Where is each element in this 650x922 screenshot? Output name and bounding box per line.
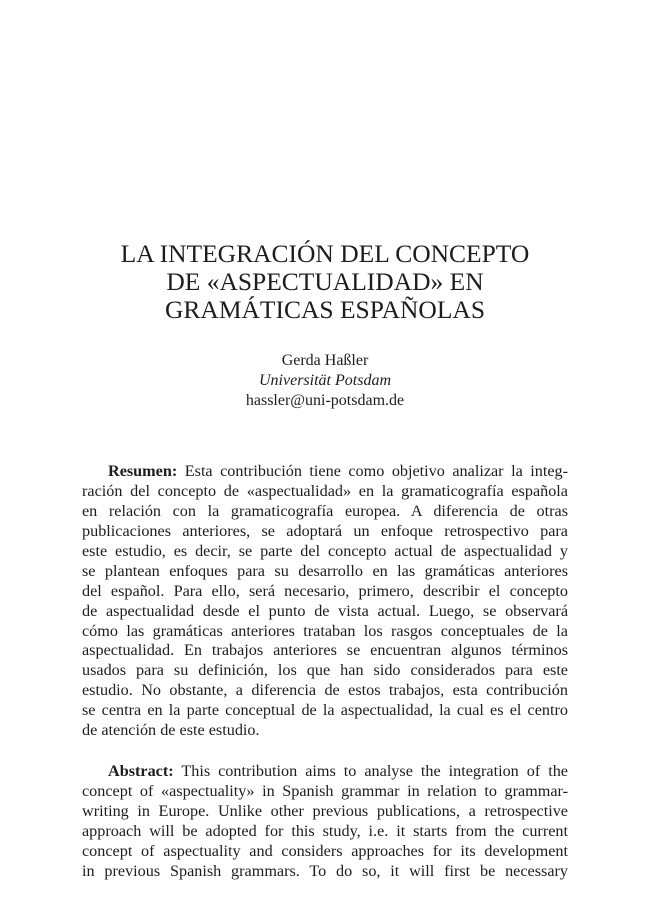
abstract-line: writing in Europe. Unlike other previous publications, a retrospective — [82, 801, 568, 820]
author-email: hassler@uni-potsdam.de — [245, 392, 405, 409]
resumen-line: se plantean enfoques para su desarrollo en las gramáticas anteriores — [82, 561, 568, 580]
resumen-line: de atención de este estudio. — [82, 721, 260, 740]
resumen-line: cómo las gramáticas anteriores trataban los rasgos conceptuales de la — [82, 621, 568, 640]
abstract-line: approach will be adopted for this study, i.e. it starts from the current — [82, 821, 568, 840]
resumen-line — [82, 462, 568, 482]
resumen-label: Resumen: — [108, 462, 178, 480]
author-affiliation: Universität Potsdam — [259, 372, 391, 389]
abstract-line — [82, 762, 568, 782]
resumen-line: este estudio, es decir, se parte del concepto actual de aspectualidad y — [82, 541, 568, 560]
resumen-paragraph — [82, 462, 568, 741]
resumen-line: se centra en la parte conceptual de la aspectualidad, la cual es el centro — [82, 701, 568, 720]
resumen-line: estudio. No obstante, a diferencia de estos trabajos, esta contribución — [82, 681, 568, 700]
abstract-paragraph — [82, 762, 568, 882]
article-title — [40, 240, 610, 324]
resumen-line: usados para su definición, los que han sido considerados para este — [82, 661, 568, 680]
title-line-1: LA INTEGRACIÓN DEL CONCEPTO — [120, 239, 530, 268]
author-name: Gerda Haßler — [281, 352, 369, 369]
resumen-line-text: Esta contribución tiene como objetivo analizar la integ- — [184, 462, 568, 480]
abstract-line: concept of aspectuality and considers approaches for its development — [82, 841, 568, 860]
title-line-2: DE «ASPECTUALIDAD» EN — [166, 267, 484, 296]
resumen-line: en relación con la gramaticografía europea. A diferencia de otras — [82, 501, 568, 520]
author-block — [0, 351, 650, 411]
abstract-line: in previous Spanish grammars. To do so, it will first be necessary — [82, 861, 568, 880]
abstract-line-text: This contribution aims to analyse the integration of the — [181, 762, 568, 780]
resumen-line: de aspectualidad desde el punto de vista actual. Luego, se observará — [82, 601, 568, 620]
resumen-line: ración del concepto de «aspectualidad» en la gramaticografía española — [82, 481, 568, 500]
abstract-label: Abstract: — [108, 762, 174, 780]
abstract-line: concept of «aspectuality» in Spanish grammar in relation to grammar- — [82, 781, 568, 800]
resumen-line: del español. Para ello, será necesario, primero, describir el concepto — [82, 581, 568, 600]
resumen-line: publicaciones anteriores, se adoptará un enfoque retrospectivo para — [82, 521, 568, 540]
title-line-3: GRAMÁTICAS ESPAÑOLAS — [165, 295, 485, 324]
resumen-line: aspectualidad. En trabajos anteriores se encuentran algunos términos — [82, 641, 568, 660]
